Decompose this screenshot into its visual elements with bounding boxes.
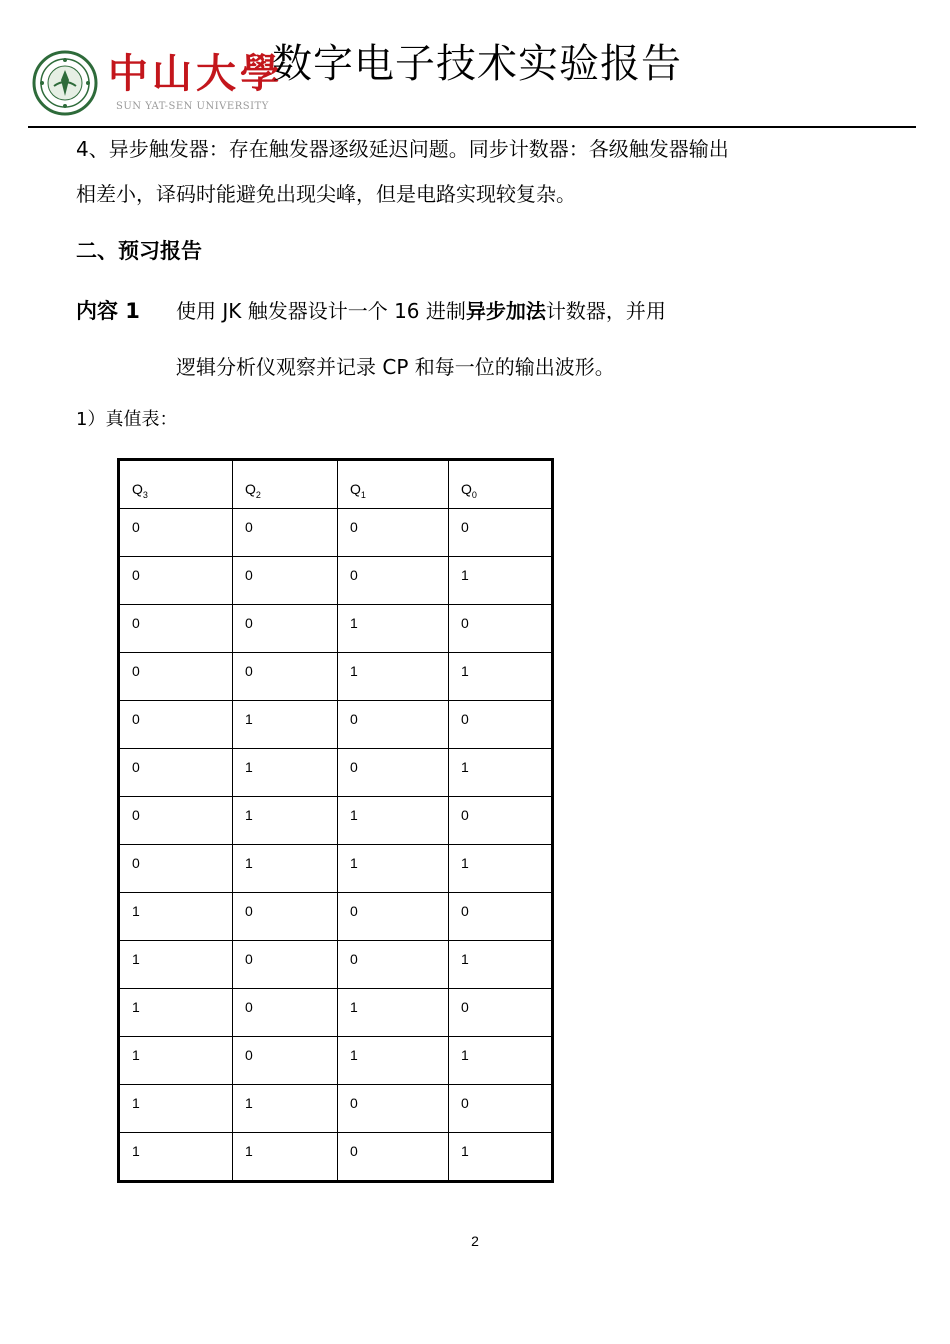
table-cell: 1 [233,845,338,893]
table-cell: 1 [449,557,553,605]
page-number: 2 [471,1233,479,1249]
task-text-pre: 使用 JK 触发器设计一个 16 进制 [176,299,466,323]
table-cell: 0 [338,1085,449,1133]
table-row [119,653,553,701]
column-header-q3 [119,460,233,509]
table-cell: 1 [449,845,553,893]
document-title: 数字电子技术实验报告 [272,41,682,87]
table-row [119,605,553,653]
table-cell: 1 [119,893,233,941]
table-cell: 0 [119,749,233,797]
table-row [119,1037,553,1085]
table-row [119,749,553,797]
column-header-q0 [449,460,553,509]
table-cell: 0 [119,509,233,557]
table-cell: 0 [338,557,449,605]
table-cell: 1 [449,1037,553,1085]
table-cell: 0 [233,893,338,941]
table-cell: 0 [119,797,233,845]
table-row [119,1133,553,1182]
task-description-line-1 [176,296,666,326]
table-cell: 0 [449,989,553,1037]
table-cell: 0 [119,557,233,605]
table-cell: 1 [338,989,449,1037]
header-label: $Q_3$ [132,481,148,500]
column-header-q1 [338,460,449,509]
section-heading: 二、预习报告 [76,239,202,263]
paragraph-line-1: 4、异步触发器：存在触发器逐级延迟问题。同步计数器：各级触发器输出 [76,137,729,161]
table-cell: 1 [338,605,449,653]
table-cell: 0 [338,1133,449,1182]
table-row [119,893,553,941]
table-cell: 0 [449,605,553,653]
table-cell: 0 [233,557,338,605]
university-seal-icon [32,50,98,116]
truth-table-heading: 1）真值表： [76,409,178,430]
header-label: $Q_2$ [245,481,261,500]
table-cell: 1 [233,749,338,797]
table-cell: 1 [449,749,553,797]
header-label: $Q_0$ [461,481,477,500]
table-cell: 0 [119,701,233,749]
table-row [119,797,553,845]
table-row [119,509,553,557]
table-cell: 0 [449,701,553,749]
table-cell: 0 [449,797,553,845]
paragraph-line-2: 相差小，译码时能避免出现尖峰，但是电路实现较复杂。 [76,182,576,206]
table-cell: 0 [119,605,233,653]
column-header-q2 [233,460,338,509]
table-cell: 0 [233,605,338,653]
university-logo-name: 中山大學 [108,50,284,97]
table-cell: 1 [119,1133,233,1182]
table-header-row [119,460,553,509]
table-cell: 0 [449,893,553,941]
table-cell: 1 [338,845,449,893]
table-cell: 1 [233,1085,338,1133]
table-row [119,845,553,893]
table-cell: 0 [338,893,449,941]
table-cell: 0 [338,701,449,749]
table-cell: 0 [119,653,233,701]
table-cell: 1 [338,653,449,701]
task-description-line-2: 逻辑分析仪观察并记录 CP 和每一位的输出波形。 [176,355,615,379]
table-cell: 1 [449,653,553,701]
table-cell: 0 [449,509,553,557]
table-cell: 1 [119,941,233,989]
table-row [119,557,553,605]
university-logo-english: SUN YAT-SEN UNIVERSITY [116,101,269,112]
table-cell: 0 [449,1085,553,1133]
table-cell: 0 [233,653,338,701]
table-cell: 1 [338,1037,449,1085]
task-text-post: 计数器，并用 [545,299,666,323]
task-text-bold: 异步加法 [465,299,546,323]
table-cell: 1 [449,941,553,989]
table-cell: 0 [233,509,338,557]
table-cell: 1 [119,1085,233,1133]
table-cell: 1 [233,1133,338,1182]
table-cell: 0 [233,1037,338,1085]
table-cell: 1 [119,1037,233,1085]
table-cell: 0 [338,509,449,557]
table-cell: 1 [119,989,233,1037]
table-cell: 1 [338,797,449,845]
page-header [0,0,950,130]
table-cell: 1 [233,701,338,749]
table-cell: 0 [338,749,449,797]
table-cell: 1 [449,1133,553,1182]
table-cell: 1 [233,797,338,845]
header-label: $Q_1$ [350,481,366,500]
table-row [119,701,553,749]
header-divider [28,126,916,128]
table-row [119,989,553,1037]
truth-table [117,458,554,1183]
table-cell: 0 [233,941,338,989]
table-row [119,1085,553,1133]
table-cell: 0 [119,845,233,893]
table-cell: 0 [338,941,449,989]
table-row [119,941,553,989]
table-cell: 0 [233,989,338,1037]
truth-table-body [119,509,553,1182]
content-label: 内容 1 [76,299,140,323]
